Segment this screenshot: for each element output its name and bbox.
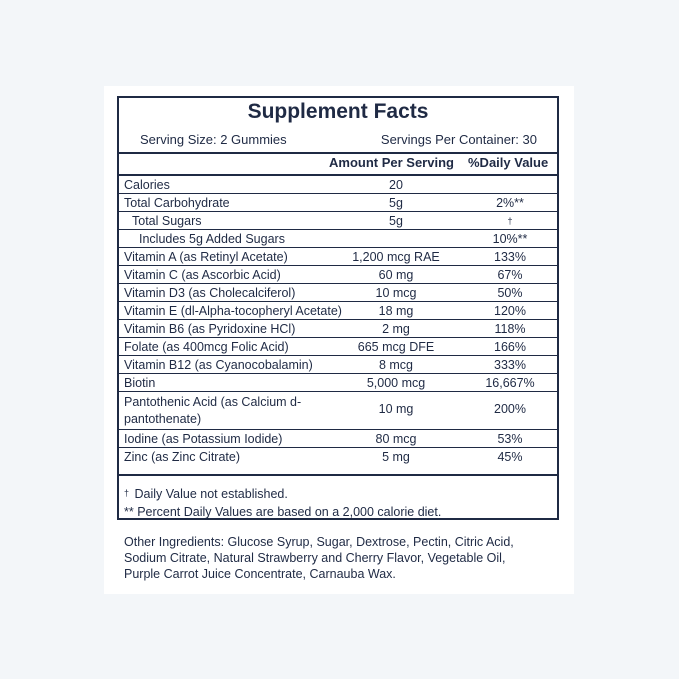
nutrient-dv: 50% bbox=[497, 286, 523, 300]
nutrient-name: Folate (as 400mcg Folic Acid) bbox=[124, 340, 289, 354]
nutrient-row bbox=[119, 248, 557, 266]
label-card bbox=[104, 86, 574, 594]
nutrient-amount: 8 mcg bbox=[378, 358, 414, 372]
nutrient-row bbox=[119, 194, 557, 212]
nutrient-name: Total Carbohydrate bbox=[124, 196, 230, 210]
nutrient-dv: 166% bbox=[494, 340, 526, 354]
dagger-symbol: † bbox=[124, 488, 130, 498]
nutrient-dv: 16,667% bbox=[485, 376, 535, 390]
star-footnote: ** Percent Daily Values are based on a 2,000 calorie diet. bbox=[124, 505, 442, 519]
nutrient-row bbox=[119, 284, 557, 302]
nutrient-name: Zinc (as Zinc Citrate) bbox=[124, 450, 240, 464]
nutrient-row bbox=[119, 302, 557, 320]
serving-size: Serving Size: 2 Gummies bbox=[140, 132, 287, 147]
nutrient-amount: 5 mg bbox=[382, 450, 410, 464]
other-ingredients: Other Ingredients: Glucose Syrup, Sugar, Dextrose, Pectin, Citric Acid, Sodium Citrate, Natural Strawberry and Cherry Flavor, Vegetable Oil, Purple Carrot Juice Concentrate, Carnauba Wax. bbox=[124, 535, 514, 581]
nutrient-name: Pantothenic Acid (as Calcium d-pantothenate) bbox=[124, 395, 302, 426]
nutrient-amount: 60 mg bbox=[378, 268, 414, 282]
footnotes bbox=[124, 484, 441, 521]
nutrient-name: Calories bbox=[124, 178, 170, 192]
nutrient-dv: 45% bbox=[497, 450, 523, 464]
servings-per-container: Servings Per Container: 30 bbox=[380, 132, 537, 147]
daily-value-header: %Daily Value bbox=[468, 155, 549, 170]
panel-title: Supplement Facts bbox=[247, 100, 429, 123]
nutrient-row bbox=[119, 320, 557, 338]
nutrient-amount: 80 mcg bbox=[375, 432, 417, 446]
nutrient-name: Vitamin E (dl-Alpha-tocopheryl Acetate) bbox=[124, 304, 342, 318]
nutrient-amount: 5g bbox=[389, 214, 403, 228]
nutrient-row bbox=[119, 212, 557, 230]
nutrient-amount: 10 mg bbox=[378, 402, 414, 416]
nutrient-name: Vitamin D3 (as Cholecalciferol) bbox=[124, 286, 296, 300]
nutrient-row bbox=[119, 230, 557, 248]
nutrient-amount: 20 bbox=[389, 178, 403, 192]
nutrient-name: Biotin bbox=[124, 376, 156, 390]
nutrient-amount: 1,200 mcg RAE bbox=[352, 250, 440, 264]
nutrient-dv: 333% bbox=[494, 358, 526, 372]
nutrient-row bbox=[119, 338, 557, 356]
header-divider bbox=[119, 152, 557, 154]
nutrient-row bbox=[119, 266, 557, 284]
nutrient-amount: 5,000 mcg bbox=[366, 376, 426, 390]
nutrient-name: Vitamin B6 (as Pyridoxine HCl) bbox=[124, 322, 296, 336]
nutrient-name: Vitamin B12 (as Cyanocobalamin) bbox=[124, 358, 313, 372]
nutrient-name: Vitamin C (as Ascorbic Acid) bbox=[124, 268, 281, 282]
amount-header: Amount Per Serving bbox=[329, 155, 454, 170]
nutrient-amount: 18 mg bbox=[378, 304, 414, 318]
nutrient-amount: 5g bbox=[389, 196, 403, 210]
nutrient-row bbox=[119, 392, 557, 430]
nutrient-dv: 120% bbox=[494, 304, 526, 318]
nutrient-table bbox=[119, 176, 557, 466]
nutrient-name: Includes 5g Added Sugars bbox=[139, 232, 285, 246]
nutrient-name: Iodine (as Potassium Iodide) bbox=[124, 432, 283, 446]
dagger-footnote-text: Daily Value not established. bbox=[134, 487, 288, 501]
dagger-footnote bbox=[124, 484, 441, 503]
nutrient-amount: 665 mcg DFE bbox=[357, 340, 435, 354]
footnote-divider bbox=[119, 474, 557, 476]
nutrient-amount: 2 mg bbox=[382, 322, 410, 336]
nutrient-dv: 10%** bbox=[492, 232, 528, 246]
nutrient-row bbox=[119, 356, 557, 374]
nutrient-row bbox=[119, 448, 557, 466]
nutrient-row bbox=[119, 176, 557, 194]
nutrient-amount: 10 mcg bbox=[375, 286, 417, 300]
nutrient-row bbox=[119, 374, 557, 392]
nutrient-name: Total Sugars bbox=[132, 214, 202, 228]
nutrient-dv: 133% bbox=[494, 250, 526, 264]
nutrient-name: Vitamin A (as Retinyl Acetate) bbox=[124, 250, 288, 264]
supplement-facts-panel bbox=[117, 96, 559, 520]
nutrient-row bbox=[119, 430, 557, 448]
nutrient-dv: 118% bbox=[494, 322, 526, 336]
nutrient-dv: † bbox=[507, 216, 513, 226]
nutrient-dv: 200% bbox=[494, 402, 526, 416]
nutrient-dv: 53% bbox=[497, 432, 523, 446]
nutrient-dv: 2%** bbox=[496, 196, 524, 210]
nutrient-dv: 67% bbox=[497, 268, 523, 282]
